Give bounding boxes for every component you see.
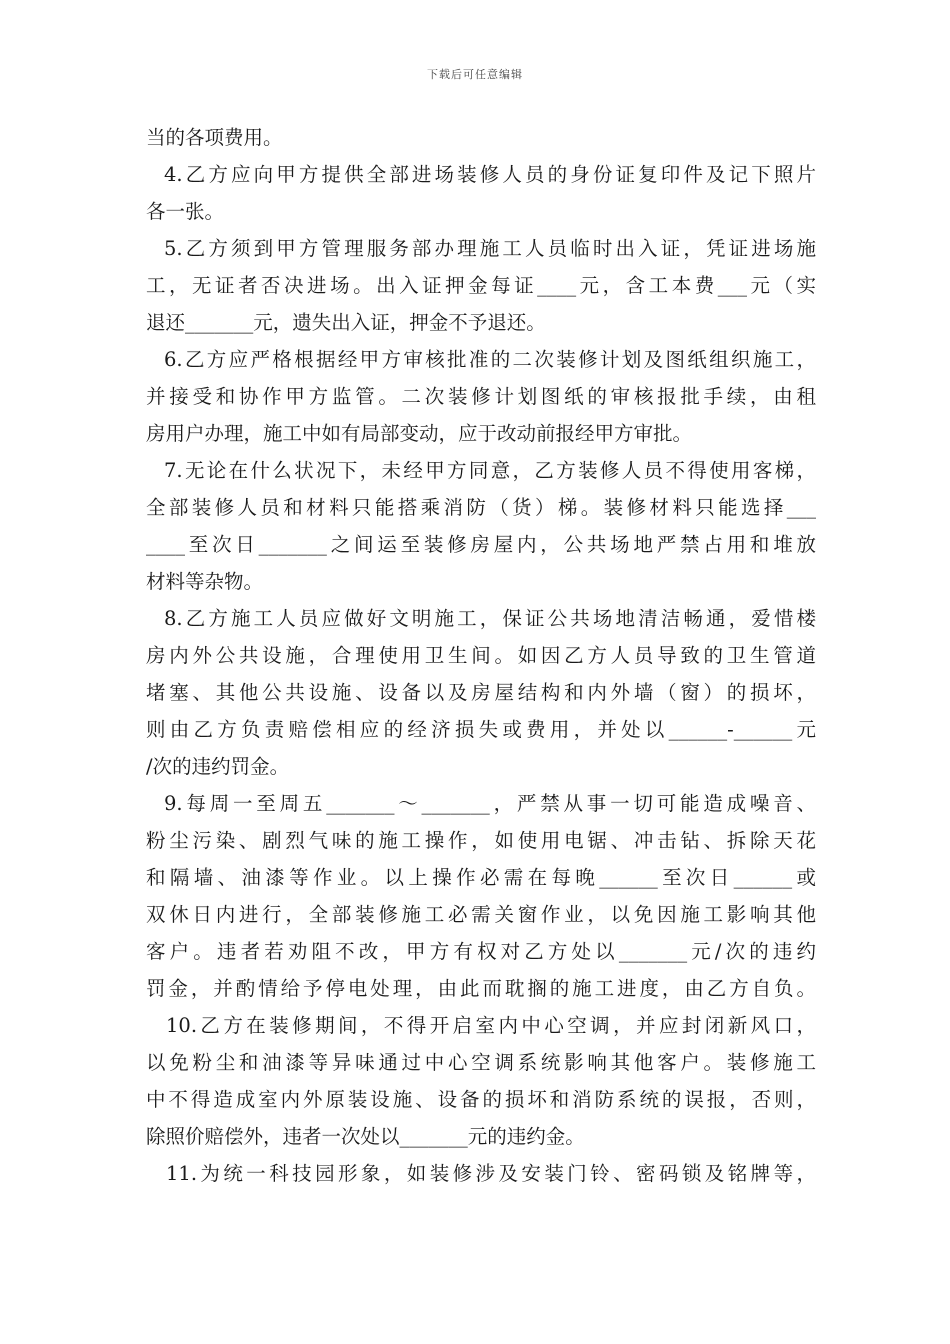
- text-line: 罚金，并酌情给予停电处理，由此而耽搁的施工进度，由乙方自负。: [146, 977, 816, 1000]
- text-line: /次的违约罚金。: [146, 755, 290, 778]
- text-line: 8.乙方施工人员应做好文明施工，保证公共场地清洁畅通，爱惜楼: [164, 607, 816, 630]
- text-line: 当的各项费用。: [146, 126, 283, 149]
- text-line: 粉尘污染、剧烈气味的施工操作，如使用电锯、冲击钻、拆除天花: [146, 829, 816, 852]
- text-line: 5.乙方须到甲方管理服务部办理施工人员临时出入证，凭证进场施: [164, 237, 816, 260]
- document-body: [146, 119, 816, 1192]
- text-line: 7.无论在什么状况下，未经甲方同意，乙方装修人员不得使用客梯，: [164, 459, 816, 482]
- text-line: 房内外公共设施，合理使用卫生间。如因乙方人员导致的卫生管道: [146, 644, 816, 667]
- text-line: 以免粉尘和油漆等异味通过中心空调系统影响其他客户。装修施工: [146, 1051, 816, 1074]
- text-line: 双休日内进行，全部装修施工必需关窗作业，以免因施工影响其他: [146, 903, 816, 926]
- text-line: 10.乙方在装修期间，不得开启室内中心空调，并应封闭新风口，: [166, 1014, 816, 1037]
- text-line: 全部装修人员和材料只能搭乘消防（货）梯。装修材料只能选择___: [146, 496, 816, 519]
- text-line: 工，无证者否决进场。出入证押金每证____元，含工本费___元（实: [146, 274, 816, 297]
- text-line: 11.为统一科技园形象，如装修涉及安装门铃、密码锁及铭牌等，: [166, 1162, 816, 1185]
- text-line: 房用户办理，施工中如有局部变动，应于改动前报经甲方审批。: [146, 422, 693, 445]
- text-line: ____至次日_______之间运至装修房屋内，公共场地严禁占用和堆放: [146, 533, 816, 556]
- text-line: 材料等杂物。: [146, 570, 264, 593]
- page-header: 下载后可任意编辑: [427, 68, 523, 81]
- text-line: 堵塞、其他公共设施、设备以及房屋结构和内外墙（窗）的损坏，: [146, 681, 816, 704]
- text-line: 9.每周一至周五_______～_______，严禁从事一切可能造成噪音、: [164, 792, 816, 815]
- text-line: 中不得造成室内外原装设施、设备的损坏和消防系统的误报，否则，: [146, 1088, 816, 1111]
- text-line: 各一张。: [146, 200, 225, 223]
- text-line: 客户。违者若劝阻不改，甲方有权对乙方处以_______元/次的违约: [146, 940, 816, 963]
- text-line: 4.乙方应向甲方提供全部进场装修人员的身份证复印件及记下照片: [164, 163, 816, 186]
- text-line: 并接受和协作甲方监管。二次装修计划图纸的审核报批手续，由租: [146, 385, 816, 408]
- text-line: 6.乙方应严格根据经甲方审核批准的二次装修计划及图纸组织施工，: [164, 348, 816, 371]
- text-line: 退还_______元，遗失出入证，押金不予退还。: [146, 311, 546, 334]
- text-line: 除照价赔偿外，违者一次处以_______元的违约金。: [146, 1125, 585, 1148]
- text-line: 和隔墙、油漆等作业。以上操作必需在每晚______至次日______或: [146, 866, 816, 889]
- text-line: 则由乙方负责赔偿相应的经济损失或费用，并处以______-______元: [146, 718, 816, 741]
